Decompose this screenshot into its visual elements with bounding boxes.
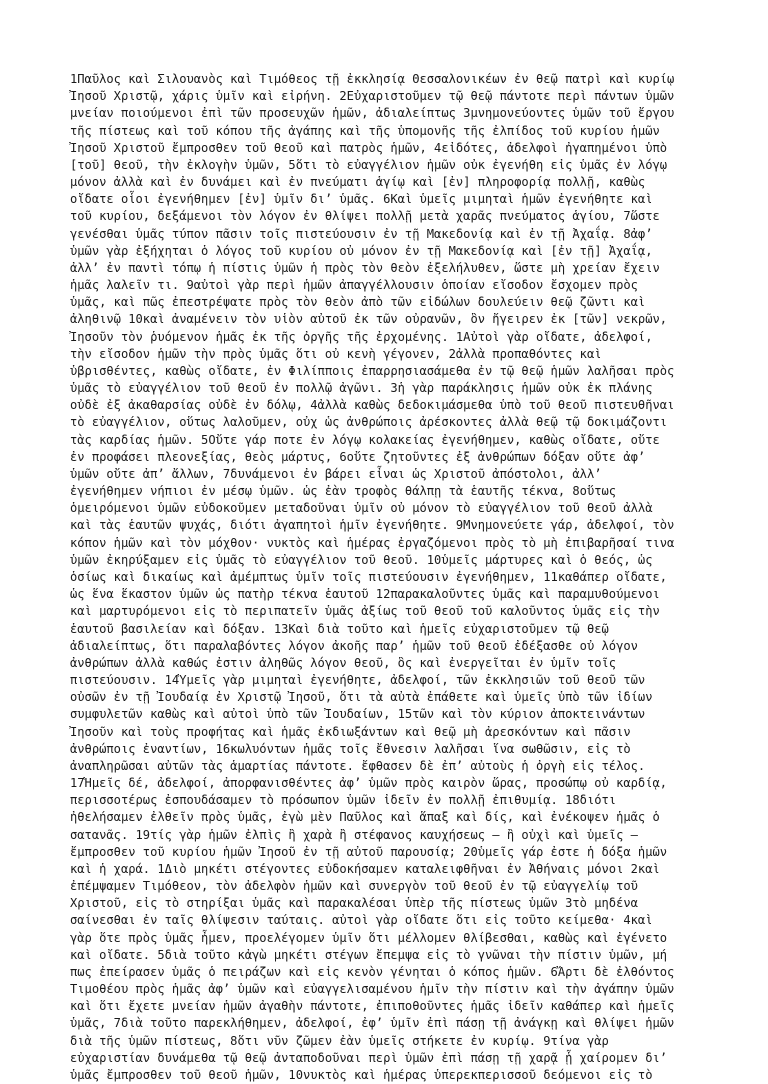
text-line: οἴδατε οἷοι ἐγενήθημεν [ἐν] ὑμῖν δι’ ὑμᾶς. 6Καὶ ὑμεῖς μιμηταὶ ἡμῶν ἐγενήθητε καὶ (70, 192, 653, 207)
text-line: σαίνεσθαι ἐν ταῖς θλίψεσιν ταύταις. αὐτοὶ γὰρ οἴδατε ὅτι εἰς τοῦτο κείμεθα· 4καὶ (70, 913, 653, 928)
text-line: καὶ ὅτι ἔχετε μνείαν ἡμῶν ἀγαθὴν πάντοτε, ἐπιποθοῦντες ἡμᾶς ἰδεῖν καθάπερ καὶ ἡμεῖς (70, 999, 675, 1014)
text-line: γενέσθαι ὑμᾶς τύπον πᾶσιν τοῖς πιστεύουσιν ἐν τῇ Μακεδονίᾳ καὶ ἐν τῇ Ἀχαΐᾳ. 8ἀφ’ (70, 226, 653, 241)
text-line: διὰ τῆς ὑμῶν πίστεως, 8ὅτι νῦν ζῶμεν ἐὰν ὑμεῖς στήκετε ἐν κυρίῳ. 9τίνα γὰρ (70, 1033, 609, 1048)
text-line: ὑμᾶς τὸ εὐαγγέλιον τοῦ θεοῦ ἐν πολλῷ ἀγῶνι. 3ἡ γὰρ παράκλησις ἡμῶν οὐκ ἐκ πλάνης (70, 381, 653, 396)
text-line: περισσοτέρως ἐσπουδάσαμεν τὸ πρόσωπον ὑμῶν ἰδεῖν ἐν πολλῇ ἐπιθυμίᾳ. 18διότι (70, 793, 617, 808)
text-line: ὁμειρόμενοι ὑμῶν εὐδοκοῦμεν μεταδοῦναι ὑμῖν οὐ μόνον τὸ εὐαγγέλιον τοῦ θεοῦ ἀλλὰ (70, 501, 653, 516)
text-line: ἀνθρώποις ἐναντίων, 16κωλυόντων ἡμᾶς τοῖς ἔθνεσιν λαλῆσαι ἵνα σωθῶσιν, εἰς τὸ (70, 741, 631, 756)
text-line: ἀναπληρῶσαι αὐτῶν τὰς ἁμαρτίας πάντοτε. ἔφθασεν δὲ ἐπ’ αὐτοὺς ἡ ὀργὴ εἰς τέλος. (70, 758, 646, 773)
text-line: ὑμᾶς ἔμπροσθεν τοῦ θεοῦ ἡμῶν, 10νυκτὸς καὶ ἡμέρας ὑπερεκπερισσοῦ δεόμενοι εἰς τὸ (70, 1067, 653, 1082)
text-line: πως ἐπείρασεν ὑμᾶς ὁ πειράζων καὶ εἰς κενὸν γένηται ὁ κόπος ἡμῶν. 6Ἄρτι δὲ ἐλθόντος (70, 964, 675, 979)
text-line: ἔμπροσθεν τοῦ κυρίου ἡμῶν Ἰησοῦ ἐν τῇ αὐτοῦ παρουσίᾳ; 20ὑμεῖς γάρ ἐστε ἡ δόξα ἡμῶν (70, 844, 668, 859)
text-line: ὑμᾶς, 7διὰ τοῦτο παρεκλήθημεν, ἀδελφοί, ἐφ’ ὑμῖν ἐπὶ πάσῃ τῇ ἀνάγκῃ καὶ θλίψει ἡμῶν (70, 1016, 675, 1031)
text-line: 1Παῦλος καὶ Σιλουανὸς καὶ Τιμόθεος τῇ ἐκκλησίᾳ Θεσσαλονικέων ἐν θεῷ πατρὶ καὶ κυρίῳ (70, 72, 675, 86)
text-line: ἀλλ’ ἐν παντὶ τόπῳ ἡ πίστις ὑμῶν ἡ πρὸς τὸν θεὸν ἐξελήλυθεν, ὥστε μὴ χρείαν ἔχειν (70, 260, 660, 275)
body-text (70, 71, 710, 1084)
text-line: καὶ μαρτυρόμενοι εἰς τὸ περιπατεῖν ὑμᾶς ἀξίως τοῦ θεοῦ τοῦ καλοῦντος ὑμᾶς εἰς τὴν (70, 604, 660, 619)
text-line: ἐπέμψαμεν Τιμόθεον, τὸν ἀδελφὸν ἡμῶν καὶ συνεργὸν τοῦ θεοῦ ἐν τῷ εὐαγγελίῳ τοῦ (70, 879, 638, 894)
text-line: Ἰησοῦ Χριστῷ, χάρις ὑμῖν καὶ εἰρήνη. 2Εὐχαριστοῦμεν τῷ θεῷ πάντοτε περὶ πάντων ὑμῶν (70, 89, 675, 104)
text-line: ὑμᾶς, καὶ πῶς ἐπεστρέψατε πρὸς τὸν θεὸν ἀπὸ τῶν εἰδώλων δουλεύειν θεῷ ζῶντι καὶ (70, 295, 646, 310)
text-line: ἀδιαλείπτως, ὅτι παραλαβόντες λόγον ἀκοῆς παρ’ ἡμῶν τοῦ θεοῦ ἐδέξασθε οὐ λόγον (70, 638, 638, 653)
text-line: 17Ἡμεῖς δέ, ἀδελφοί, ἀπορφανισθέντες ἀφ’ ὑμῶν πρὸς καιρὸν ὥρας, προσώπῳ οὐ καρδίᾳ, (70, 776, 668, 791)
text-line: Ἰησοῦ Χριστοῦ ἔμπροσθεν τοῦ θεοῦ καὶ πατρὸς ἡμῶν, 4εἰδότες, ἀδελφοὶ ἠγαπημένοι ὑπὸ (70, 140, 668, 155)
text-line: ἡμᾶς λαλεῖν τι. 9αὐτοὶ γὰρ περὶ ἡμῶν ἀπαγγέλλουσιν ὁποίαν εἴσοδον ἔσχομεν πρὸς (70, 278, 638, 293)
text-line: ἐγενήθημεν νήπιοι ἐν μέσῳ ὑμῶν. ὡς ἐὰν τροφὸς θάλπῃ τὰ ἑαυτῆς τέκνα, 8οὕτως (70, 484, 617, 499)
text-line: τὰς καρδίας ἡμῶν. 5Οὔτε γάρ ποτε ἐν λόγῳ κολακείας ἐγενήθημεν, καθὼς οἴδατε, οὔτε (70, 432, 660, 447)
text-line: ἐν προφάσει πλεονεξίας, θεὸς μάρτυς, 6οὔτε ζητοῦντες ἐξ ἀνθρώπων δόξαν οὔτε ἀφ’ (70, 449, 646, 464)
text-line: σατανᾶς. 19τίς γὰρ ἡμῶν ἐλπὶς ἢ χαρὰ ἢ στέφανος καυχήσεως – ἢ οὐχὶ καὶ ὑμεῖς – (70, 827, 638, 842)
text-line: ὑβρισθέντες, καθὼς οἴδατε, ἐν Φιλίπποις ἐπαρρησιασάμεθα ἐν τῷ θεῷ ἡμῶν λαλῆσαι πρὸς (70, 363, 675, 378)
text-line: οὐσῶν ἐν τῇ Ἰουδαίᾳ ἐν Χριστῷ Ἰησοῦ, ὅτι τὰ αὐτὰ ἐπάθετε καὶ ὑμεῖς ὑπὸ τῶν ἰδίων (70, 690, 653, 705)
text-line: ὑμῶν οὔτε ἀπ’ ἄλλων, 7δυνάμενοι ἐν βάρει εἶναι ὡς Χριστοῦ ἀπόστολοι, ἀλλ’ (70, 466, 602, 481)
text-line: ὑμῶν ἐκηρύξαμεν εἰς ὑμᾶς τὸ εὐαγγέλιον τοῦ θεοῦ. 10ὑμεῖς μάρτυρες καὶ ὁ θεός, ὡς (70, 552, 653, 567)
text-line: γὰρ ὅτε πρὸς ὑμᾶς ἦμεν, προελέγομεν ὑμῖν ὅτι μέλλομεν θλίβεσθαι, καθὼς καὶ ἐγένετο (70, 930, 668, 945)
text-line: καὶ ἡ χαρά. 1Διὸ μηκέτι στέγοντες εὐδοκήσαμεν καταλειφθῆναι ἐν Ἀθήναις μόνοι 2καὶ (70, 861, 660, 876)
text-line: ὡς ἕνα ἕκαστον ὑμῶν ὡς πατὴρ τέκνα ἑαυτοῦ 12παρακαλοῦντες ὑμᾶς καὶ παραμυθούμενοι (70, 587, 660, 602)
text-line: οὐδὲ ἐξ ἀκαθαρσίας οὐδὲ ἐν δόλῳ, 4ἀλλὰ καθὼς δεδοκιμάσμεθα ὑπὸ τοῦ θεοῦ πιστευθῆναι (70, 398, 675, 413)
text-line: [τοῦ] θεοῦ, τὴν ἐκλογὴν ὑμῶν, 5ὅτι τὸ εὐαγγέλιον ἡμῶν οὐκ ἐγενήθη εἰς ὑμᾶς ἐν λόγῳ (70, 157, 668, 172)
text-line: Χριστοῦ, εἰς τὸ στηρίξαι ὑμᾶς καὶ παρακαλέσαι ὑπὲρ τῆς πίστεως ὑμῶν 3τὸ μηδένα (70, 896, 638, 911)
text-line: Ἰησοῦν καὶ τοὺς προφήτας καὶ ἡμᾶς ἐκδιωξάντων καὶ θεῷ μὴ ἀρεσκόντων καὶ πᾶσιν (70, 724, 631, 739)
text-line: ὑμῶν γὰρ ἐξήχηται ὁ λόγος τοῦ κυρίου οὐ μόνον ἐν τῇ Μακεδονίᾳ καὶ [ἐν τῇ] Ἀχαΐᾳ, (70, 243, 653, 258)
text-line: Ἰησοῦν τὸν ῥυόμενον ἡμᾶς ἐκ τῆς ὀργῆς τῆς ἐρχομένης. 1Αὐτοὶ γὰρ οἴδατε, ἀδελφοί, (70, 329, 653, 344)
text-line: κόπον ἡμῶν καὶ τὸν μόχθον· νυκτὸς καὶ ἡμέρας ἐργαζόμενοι πρὸς τὸ μὴ ἐπιβαρῆσαί τινα (70, 535, 675, 550)
text-line: ἀληθινῷ 10καὶ ἀναμένειν τὸν υἱὸν αὐτοῦ ἐκ τῶν οὐρανῶν, ὃν ἤγειρεν ἐκ [τῶν] νεκρῶν, (70, 312, 668, 327)
text-line: ἑαυτοῦ βασιλείαν καὶ δόξαν. 13Καὶ διὰ τοῦτο καὶ ἡμεῖς εὐχαριστοῦμεν τῷ θεῷ (70, 621, 609, 636)
text-line: Τιμοθέου πρὸς ἡμᾶς ἀφ’ ὑμῶν καὶ εὐαγγελισαμένου ἡμῖν τὴν πίστιν καὶ τὴν ἀγάπην ὑμῶν (70, 982, 675, 997)
text-line: τὸ εὐαγγέλιον, οὕτως λαλοῦμεν, οὐχ ὡς ἀνθρώποις ἀρέσκοντες ἀλλὰ θεῷ τῷ δοκιμάζοντι (70, 415, 668, 430)
text-line: ὁσίως καὶ δικαίως καὶ ἀμέμπτως ὑμῖν τοῖς πιστεύουσιν ἐγενήθημεν, 11καθάπερ οἴδατε, (70, 569, 668, 584)
text-line: ἀνθρώπων ἀλλὰ καθώς ἐστιν ἀληθῶς λόγον θεοῦ, ὃς καὶ ἐνεργεῖται ἐν ὑμῖν τοῖς (70, 655, 617, 670)
text-line: πιστεύουσιν. 14Ὑμεῖς γὰρ μιμηταὶ ἐγενήθητε, ἀδελφοί, τῶν ἐκκλησιῶν τοῦ θεοῦ τῶν (70, 673, 646, 688)
text-line: μόνον ἀλλὰ καὶ ἐν δυνάμει καὶ ἐν πνεύματι ἁγίῳ καὶ [ἐν] πληροφορίᾳ πολλῇ, καθὼς (70, 175, 646, 190)
text-line: καὶ οἴδατε. 5διὰ τοῦτο κἀγὼ μηκέτι στέγων ἔπεμψα εἰς τὸ γνῶναι τὴν πίστιν ὑμῶν, μή (70, 947, 668, 962)
text-line: συμφυλετῶν καθὼς καὶ αὐτοὶ ὑπὸ τῶν Ἰουδαίων, 15τῶν καὶ τὸν κύριον ἀποκτεινάντων (70, 707, 646, 722)
text-line: καὶ τὰς ἑαυτῶν ψυχάς, διότι ἀγαπητοὶ ἡμῖν ἐγενήθητε. 9Μνημονεύετε γάρ, ἀδελφοί, τὸν (70, 518, 675, 533)
text-line: τὴν εἴσοδον ἡμῶν τὴν πρὸς ὑμᾶς ὅτι οὐ κενὴ γέγονεν, 2ἀλλὰ προπαθόντες καὶ (70, 346, 602, 361)
text-line: εὐχαριστίαν δυνάμεθα τῷ θεῷ ἀνταποδοῦναι περὶ ὑμῶν ἐπὶ πάσῃ τῇ χαρᾷ ᾗ χαίρομεν δι’ (70, 1050, 668, 1065)
text-line: ἠθελήσαμεν ἐλθεῖν πρὸς ὑμᾶς, ἐγὼ μὲν Παῦλος καὶ ἅπαξ καὶ δίς, καὶ ἐνέκοψεν ἡμᾶς ὁ (70, 810, 660, 825)
text-line: τῆς πίστεως καὶ τοῦ κόπου τῆς ἀγάπης καὶ τῆς ὑπομονῆς τῆς ἐλπίδος τοῦ κυρίου ἡμῶν (70, 123, 660, 138)
text-line: μνείαν ποιούμενοι ἐπὶ τῶν προσευχῶν ἡμῶν, ἀδιαλείπτως 3μνημονεύοντες ὑμῶν τοῦ ἔργου (70, 106, 675, 121)
text-line: τοῦ κυρίου, δεξάμενοι τὸν λόγον ἐν θλίψει πολλῇ μετὰ χαρᾶς πνεύματος ἁγίου, 7ὥστε (70, 209, 660, 224)
